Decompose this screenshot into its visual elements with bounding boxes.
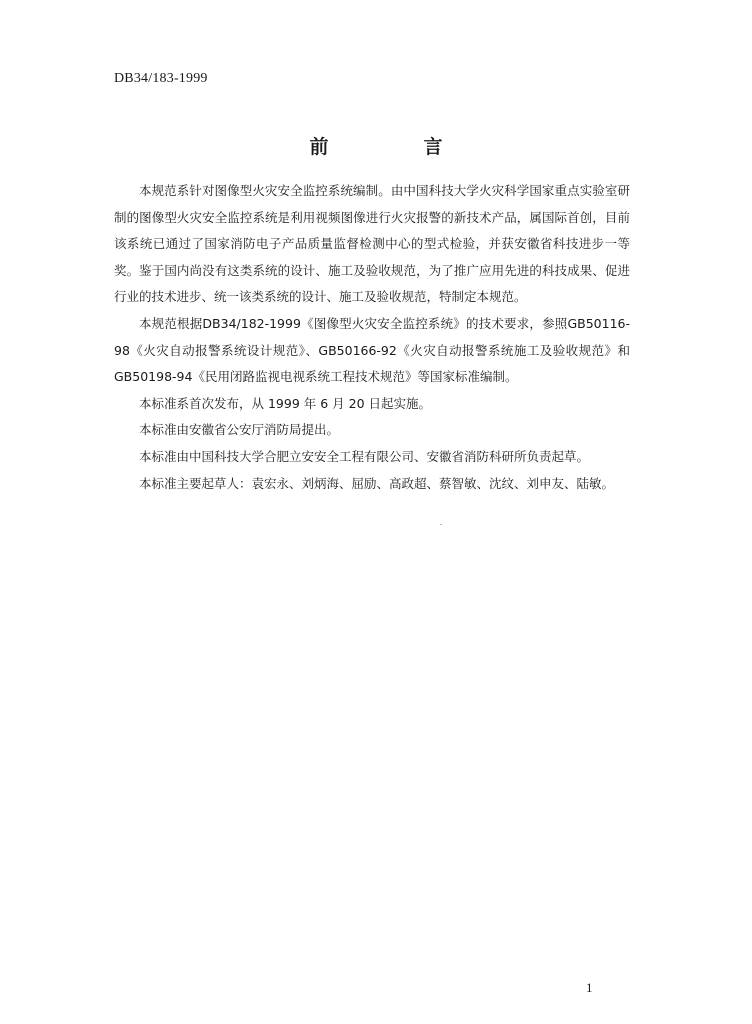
paragraph-drafters: 本标准主要起草人：袁宏永、刘炳海、屈励、高政超、蔡智敏、沈纹、刘申友、陆敏。 bbox=[139, 475, 615, 491]
scan-speck bbox=[440, 524, 442, 525]
foreword-body bbox=[114, 178, 630, 497]
page-title: 前 言 bbox=[309, 136, 481, 158]
paragraph-basis: 本规范根据DB34/182-1999《图像型火灾安全监控系统》的技术要求，参照GB50116-98《火灾自动报警系统设计规范》、GB50166-92《火灾自动报警系统施工及验收规范》和GB50198-94《民用闭路监视电视系统工程技术规范》等国家标准编制。 bbox=[114, 315, 630, 385]
paragraph-release: 本标准系首次发布，从 1999 年 6 月 20 日起实施。 bbox=[139, 395, 432, 411]
standard-code: DB34/183-1999 bbox=[114, 71, 208, 86]
paragraph-proposer: 本标准由安徽省公安厅消防局提出。 bbox=[139, 422, 340, 438]
paragraph-drafting-units: 本标准由中国科技大学合肥立安安全工程有限公司、安徽省消防科研所负责起草。 bbox=[139, 448, 590, 464]
page-number: 1 bbox=[586, 980, 593, 995]
paragraph-purpose: 本规范系针对图像型火灾安全监控系统编制。由中国科技大学火灾科学国家重点实验室研制的图像型火灾安全监控系统是利用视频图像进行火灾报警的新技术产品，属国际首创，目前该系统已通过了国家消防电子产品质量监督检测中心的型式检验，并获安徽省科技进步一等奖。鉴于国内尚没有这类系统的设计、施工及验收规范，为了推广应用先进的科技成果、促进行业的技术进步、统一该类系统的设计、施工及验收规范，特制定本规范。 bbox=[114, 183, 630, 305]
